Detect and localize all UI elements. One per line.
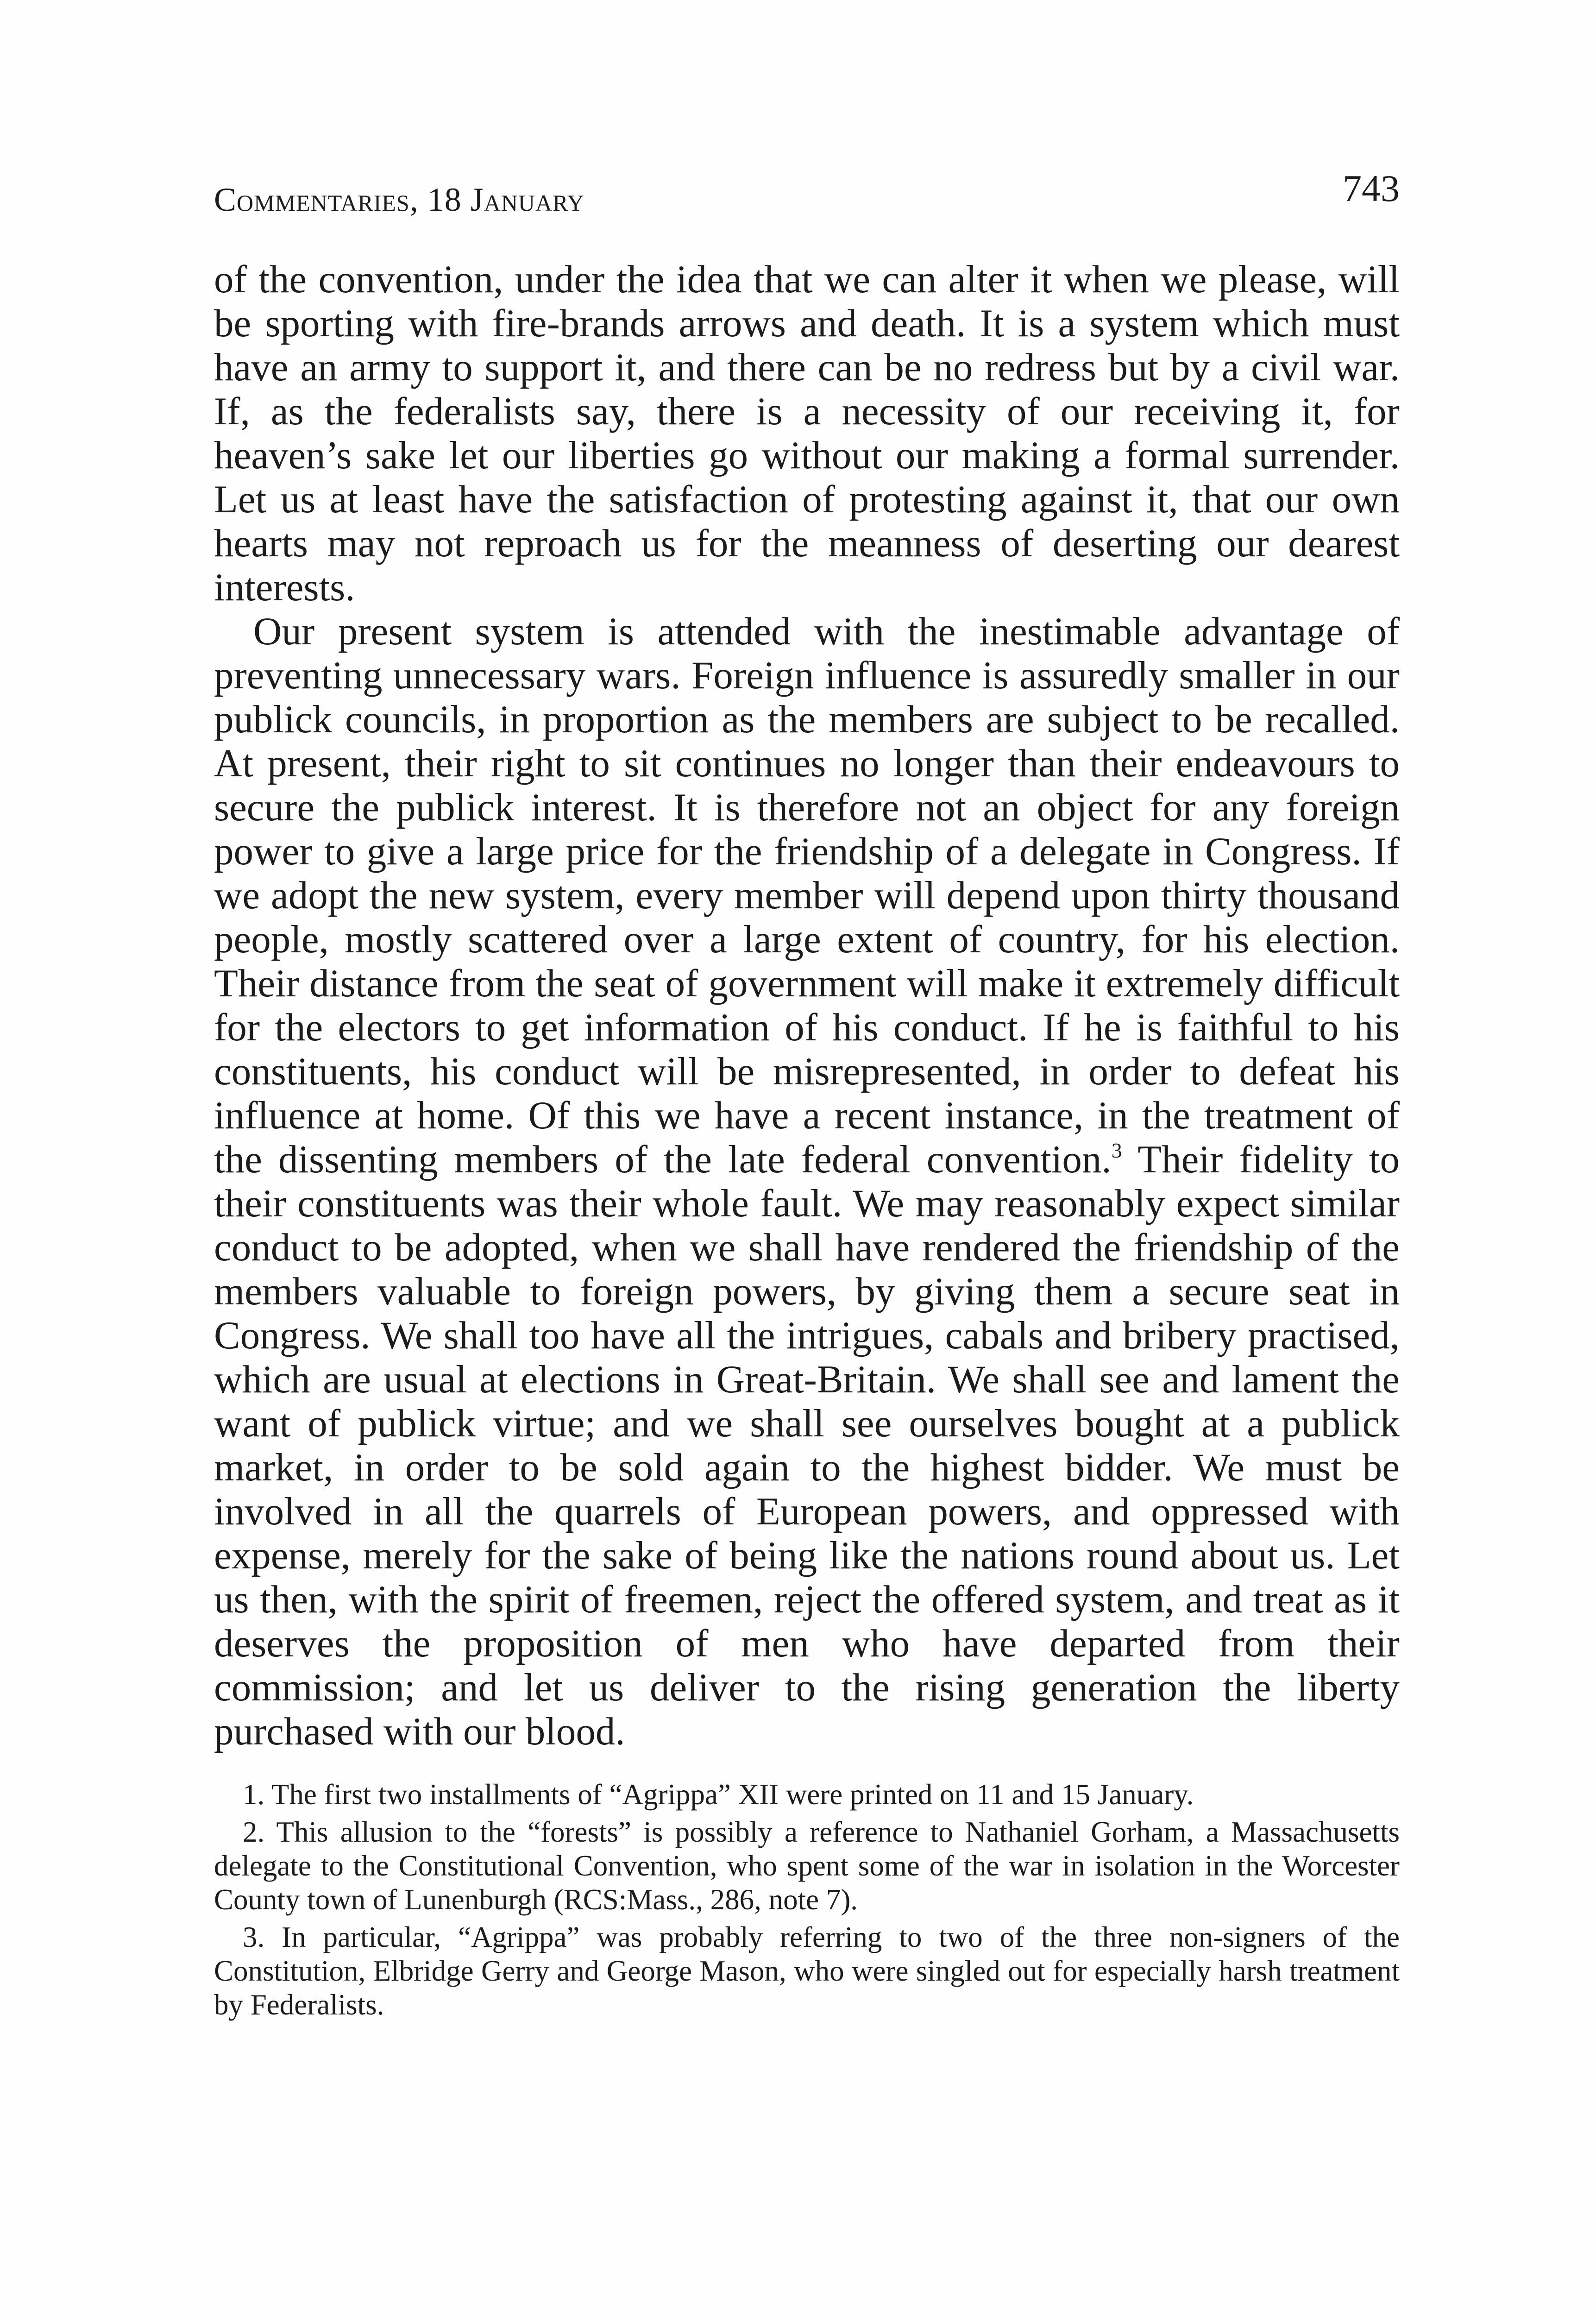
footnote-1 — [214, 1778, 1400, 1812]
footnote-2 — [214, 1815, 1400, 1917]
footnote-reference-3[interactable]: 3 — [1111, 1139, 1122, 1162]
body-paragraph-2 — [214, 610, 1400, 1754]
body-paragraph-1: of the convention, under the idea that we can alter it when we please, will be sporting with fire-brands arrows and death. It is a system which must have an army to support it, and there can be no redress but by a civil war. If, as the federalists say, there is a necessity of our receiving it, for heaven’s sake let our liberties go without our making a formal surrender. Let us at least have the satisfaction of protesting against it, that our own hearts may not reproach us for the meanness of deserting our dearest interests. — [214, 258, 1400, 609]
body-paragraph-2-text-a: Our present system is attended with the inestimable advantage of preventing unnecessary wars. Foreign influence is assuredly smaller in our publick councils, in proportion as the members are subject to be recalled. At present, their right to sit continues no longer than their endeavours to secure the publick interest. It is therefore not an object for any foreign power to give a large price for the friendship of a delegate in Congress. If we adopt the new system, every member will depend upon thirty thousand people, mostly scattered over a large extent of country, for his election. Their distance from the seat of government will make it extremely difficult for the electors to get information of his conduct. If he is faithful to his constituents, his conduct will be misrepresented, in order to defeat his influence at home. Of this we have a recent instance, in the treatment of the dissenting members of the late federal convention. — [214, 610, 1400, 1181]
footnote-3 — [214, 1920, 1400, 2022]
footnote-text: In particular, “Agrippa” was probably referring to two of the three non-signers of the Constitution, Elbridge Gerry and George Mason, who were singled out for especially harsh treatment by Federalists. — [214, 1921, 1400, 2021]
running-head — [214, 167, 1400, 232]
body-paragraph-2-text-b: Their fidelity to their constituents was their whole fault. We may reasonably expect similar conduct to be adopted, when we shall have rendered the friendship of the members valuable to foreign powers, by giving them a secure seat in Congress. We shall too have all the intrigues, cabals and bribery practised, which are usual at elections in Great-Britain. We shall see and lament the want of publick virtue; and we shall see ourselves bought at a publick market, in order to be sold again to the highest bidder. We must be involved in all the quarrels of European powers, and oppressed with expense, merely for the sake of being like the nations round about us. Let us then, with the spirit of freemen, reject the offered system, and treat as it deserves the proposition of men who have departed from their commission; and let us deliver to the rising generation the liberty purchased with our blood. — [214, 1138, 1400, 1753]
page-number: 743 — [1343, 167, 1400, 209]
footnote-text: The first two installments of “Agrippa” XII were printed on 11 and 15 January. — [264, 1778, 1194, 1811]
footnote-text: This allusion to the “forests” is possibly a reference to Nathaniel Gorham, a Massachusetts delegate to the Constitutional Convention, who spent some of the war in isolation in the Worcester County town of Lunenburgh (RCS:Mass., 286, note 7). — [214, 1816, 1400, 1916]
footnote-number: 1. — [243, 1778, 265, 1811]
footnote-number: 2. — [243, 1816, 265, 1848]
main-text — [214, 258, 1400, 2022]
running-head-title: Commentaries, 18 January — [214, 181, 584, 218]
footnote-number: 3. — [243, 1921, 265, 1953]
footnotes — [214, 1778, 1400, 2022]
